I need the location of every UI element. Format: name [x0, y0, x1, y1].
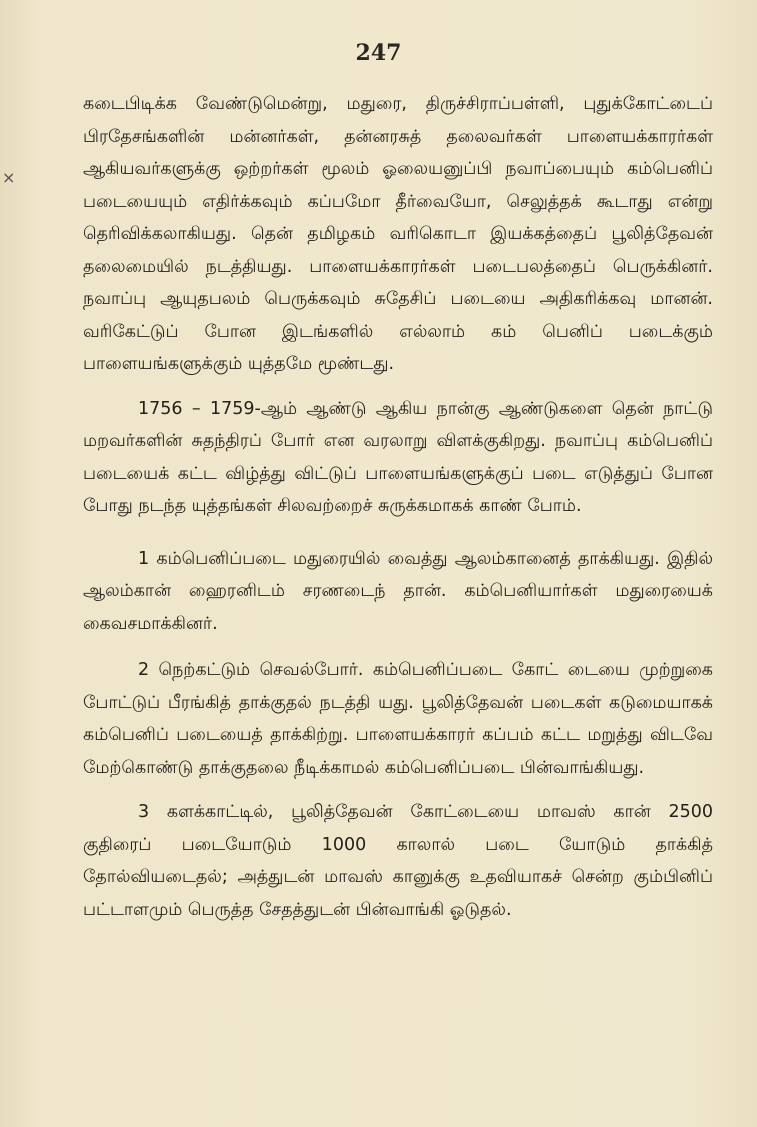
margin-mark: × [2, 168, 16, 187]
paragraph-continuation: கடைபிடிக்க வேண்டுமென்று, மதுரை, திருச்சிராப்பள்ளி, புதுக்கோட்டைப் பிரதேசங்களின் மன்னர்கள், தன்னரசுத் தலைவர்கள் பாளையக்காரர்கள் ஆகியவர்களுக்கு ஒற்றர்கள் மூலம் ஓலையனுப்பி நவாப்பையும் கம்பெனிப் படையையும் எதிர்க்கவும் கப்பமோ தீர்வையோ, செலுத்தக் கூடாது என்று தெரிவிக்கலாகியது. தென் தமிழகம் வரிகொடா இயக்கத்தைப் பூலித்தேவன் தலைமையில் நடத்தியது. பாளையக்காரர்கள் படைபலத்தைப் பெருக்கினர். நவாப்பு ஆயுதபலம் பெருக்கவும் சுதேசிப் படையை அதிகரிக்கவு மானன். வரிகேட்டுப் போன இடங்களில் எல்லாம் கம் பெனிப் படைக்கும் பாளையங்களுக்கும் யுத்தமே மூண்டது. [83, 94, 713, 374]
page-number: 247 [355, 40, 402, 66]
paragraph-point-3: 3 களக்காட்டில், பூலித்தேவன் கோட்டையை மாவஸ் கான் 2500 குதிரைப் படையோடும் 1000 காலால் படை யோடும் தாக்கித் தோல்வியடைதல்; அத்துடன் மாவஸ் கானுக்கு உதவியாகச் சென்ற கும்பினிப் பட்டாளமும் பெருத்த சேதத்துடன் பின்வாங்கி ஓடுதல். [83, 802, 713, 920]
body-text [83, 88, 713, 926]
paragraph-point-2: 2 நெற்கட்டும் செவல்போர். கம்பெனிப்படை கோட் டையை முற்றுகை போட்டுப் பீரங்கித் தாக்குதல் நடத்தி யது. பூலித்தேவன் படைகள் கடுமையாகக் கம்பெனிப் படையைத் தாக்கிற்று. பாளையக்காரர் கப்பம் கட்ட மறுத்து விடவே மேற்கொண்டு தாக்குதலை நீடிக்காமல் கம்பெனிப்படை பின்வாங்கியது. [83, 660, 713, 778]
paragraph-war-of-independence: 1756 – 1759-ஆம் ஆண்டு ஆகிய நான்கு ஆண்டுகளை தென் நாட்டு மறவர்களின் சுதந்திரப் போர் என வரலாறு விளக்குகிறது. நவாப்பு கம்பெனிப் படையைக் கட்ட விழ்த்து விட்டுப் பாளையங்களுக்குப் படை எடுத்துப் போன போது நடந்த யுத்தங்கள் சிலவற்றைச் சுருக்கமாகக் காண் போம். [83, 398, 713, 516]
paragraph-point-1: 1 கம்பெனிப்படை மதுரையில் வைத்து ஆலம்கானைத் தாக்கியது. இதில் ஆலம்கான் ஹைரனிடம் சரணடைந் தான். கம்பெனியார்கள் மதுரையைக் கைவசமாக்கினர். [83, 548, 713, 634]
